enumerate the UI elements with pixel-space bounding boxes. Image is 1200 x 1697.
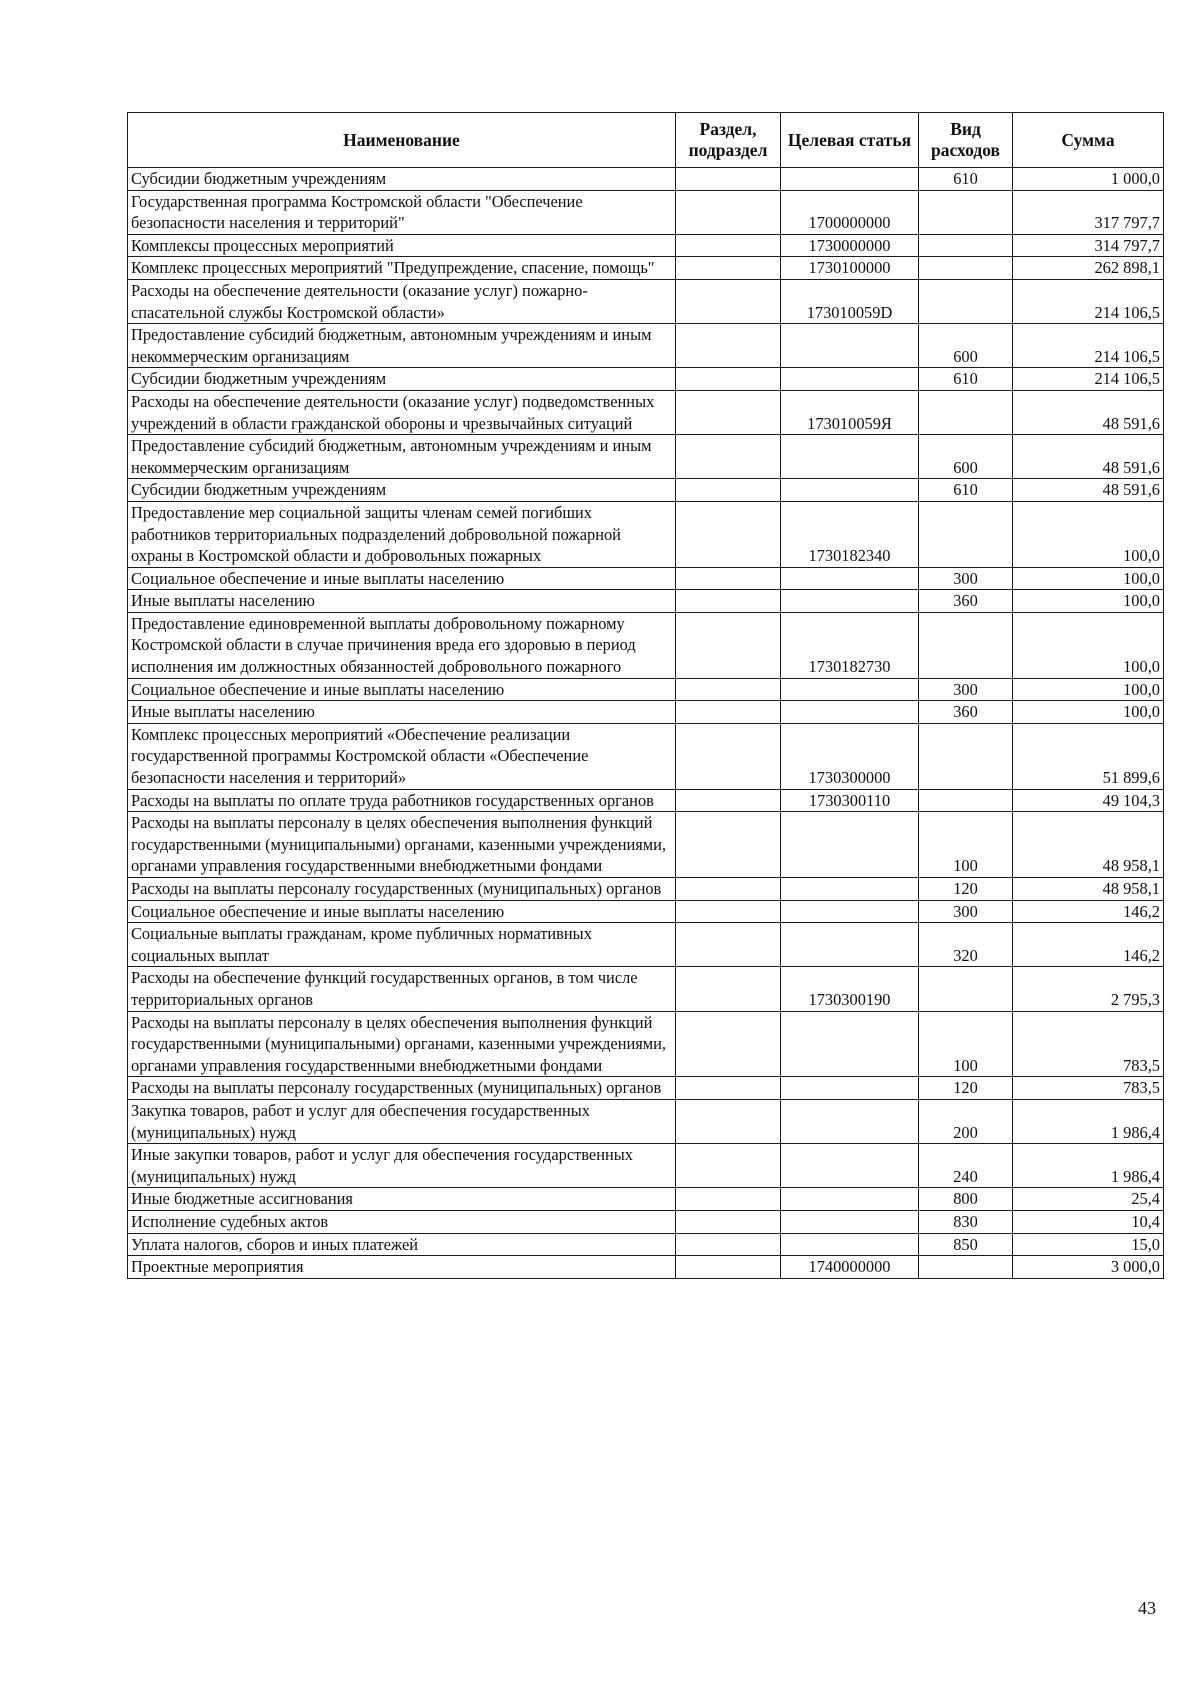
row-article bbox=[781, 1210, 919, 1233]
row-section bbox=[676, 923, 781, 967]
row-article bbox=[781, 567, 919, 590]
row-section bbox=[676, 168, 781, 191]
row-expense-type: 830 bbox=[919, 1210, 1013, 1233]
row-section bbox=[676, 967, 781, 1011]
row-article bbox=[781, 324, 919, 368]
row-name: Социальное обеспечение и иные выплаты населению bbox=[128, 900, 676, 923]
row-amount: 100,0 bbox=[1013, 590, 1164, 613]
row-amount: 262 898,1 bbox=[1013, 257, 1164, 280]
row-name: Иные выплаты населению bbox=[128, 701, 676, 724]
row-expense-type bbox=[919, 257, 1013, 280]
row-section bbox=[676, 1233, 781, 1256]
row-name: Социальное обеспечение и иные выплаты населению bbox=[128, 567, 676, 590]
row-expense-type: 610 bbox=[919, 168, 1013, 191]
row-amount: 783,5 bbox=[1013, 1077, 1164, 1100]
row-amount: 100,0 bbox=[1013, 501, 1164, 567]
table-row bbox=[128, 1256, 1164, 1279]
header-article: Целевая статья bbox=[781, 113, 919, 168]
row-amount: 48 591,6 bbox=[1013, 435, 1164, 479]
row-article bbox=[781, 1077, 919, 1100]
row-section bbox=[676, 1256, 781, 1279]
row-section bbox=[676, 878, 781, 901]
header-amount: Сумма bbox=[1013, 113, 1164, 168]
row-article bbox=[781, 1011, 919, 1077]
table-row bbox=[128, 678, 1164, 701]
row-expense-type bbox=[919, 190, 1013, 234]
row-article bbox=[781, 900, 919, 923]
row-section bbox=[676, 789, 781, 812]
row-expense-type: 320 bbox=[919, 923, 1013, 967]
budget-table bbox=[127, 112, 1164, 1279]
table-row bbox=[128, 1099, 1164, 1143]
row-section bbox=[676, 279, 781, 323]
table-header-row bbox=[128, 113, 1164, 168]
row-amount: 48 591,6 bbox=[1013, 479, 1164, 502]
row-expense-type bbox=[919, 234, 1013, 257]
row-expense-type bbox=[919, 789, 1013, 812]
row-amount: 25,4 bbox=[1013, 1188, 1164, 1211]
row-section bbox=[676, 190, 781, 234]
row-amount: 100,0 bbox=[1013, 567, 1164, 590]
table-row bbox=[128, 1210, 1164, 1233]
row-expense-type bbox=[919, 723, 1013, 789]
row-name: Государственная программа Костромской области "Обеспечение безопасности населения и территорий" bbox=[128, 190, 676, 234]
row-name: Предоставление субсидий бюджетным, автономным учреждениям и иным некоммерческим организациям bbox=[128, 324, 676, 368]
header-name: Наименование bbox=[128, 113, 676, 168]
row-amount: 314 797,7 bbox=[1013, 234, 1164, 257]
row-name: Иные бюджетные ассигнования bbox=[128, 1188, 676, 1211]
row-section bbox=[676, 1011, 781, 1077]
row-article: 1730182340 bbox=[781, 501, 919, 567]
table-row bbox=[128, 878, 1164, 901]
row-name: Расходы на выплаты персоналу государственных (муниципальных) органов bbox=[128, 878, 676, 901]
row-section bbox=[676, 590, 781, 613]
row-section bbox=[676, 435, 781, 479]
row-section bbox=[676, 1099, 781, 1143]
header-expense-type: Вид расходов bbox=[919, 113, 1013, 168]
row-section bbox=[676, 257, 781, 280]
row-article bbox=[781, 368, 919, 391]
table-row bbox=[128, 435, 1164, 479]
row-name: Расходы на выплаты персоналу в целях обеспечения выполнения функций государственными (муниципальными) органами, казенными учреждениями, органами управления государственными внебюджетными фондами bbox=[128, 1011, 676, 1077]
row-expense-type bbox=[919, 612, 1013, 678]
row-amount: 1 986,4 bbox=[1013, 1099, 1164, 1143]
row-expense-type: 300 bbox=[919, 900, 1013, 923]
row-section bbox=[676, 1210, 781, 1233]
row-expense-type bbox=[919, 967, 1013, 1011]
row-article: 1730100000 bbox=[781, 257, 919, 280]
row-amount: 48 591,6 bbox=[1013, 390, 1164, 434]
table-row bbox=[128, 1188, 1164, 1211]
table-row bbox=[128, 501, 1164, 567]
row-section bbox=[676, 479, 781, 502]
row-amount: 783,5 bbox=[1013, 1011, 1164, 1077]
row-name: Комплекс процессных мероприятий «Обеспечение реализации государственной программы Костромской области «Обеспечение безопасности населения и территорий» bbox=[128, 723, 676, 789]
table-row bbox=[128, 479, 1164, 502]
row-name: Закупка товаров, работ и услуг для обеспечения государственных (муниципальных) нужд bbox=[128, 1099, 676, 1143]
row-amount: 100,0 bbox=[1013, 678, 1164, 701]
row-section bbox=[676, 900, 781, 923]
row-article: 1730300190 bbox=[781, 967, 919, 1011]
table-row bbox=[128, 923, 1164, 967]
row-name: Исполнение судебных актов bbox=[128, 1210, 676, 1233]
table-row bbox=[128, 368, 1164, 391]
row-amount: 3 000,0 bbox=[1013, 1256, 1164, 1279]
row-name: Расходы на выплаты персоналу в целях обеспечения выполнения функций государственными (муниципальными) органами, казенными учреждениями, органами управления государственными внебюджетными фондами bbox=[128, 812, 676, 878]
row-name: Иные закупки товаров, работ и услуг для обеспечения государственных (муниципальных) нужд bbox=[128, 1144, 676, 1188]
row-name: Проектные мероприятия bbox=[128, 1256, 676, 1279]
row-article: 173010059D bbox=[781, 279, 919, 323]
row-expense-type: 120 bbox=[919, 878, 1013, 901]
header-section: Раздел, подраздел bbox=[676, 113, 781, 168]
row-name: Социальное обеспечение и иные выплаты населению bbox=[128, 678, 676, 701]
table-row bbox=[128, 257, 1164, 280]
row-section bbox=[676, 678, 781, 701]
row-expense-type: 240 bbox=[919, 1144, 1013, 1188]
table-row bbox=[128, 967, 1164, 1011]
row-amount: 2 795,3 bbox=[1013, 967, 1164, 1011]
row-amount: 214 106,5 bbox=[1013, 368, 1164, 391]
table-row bbox=[128, 324, 1164, 368]
row-name: Иные выплаты населению bbox=[128, 590, 676, 613]
table-row bbox=[128, 1144, 1164, 1188]
row-name: Социальные выплаты гражданам, кроме публичных нормативных социальных выплат bbox=[128, 923, 676, 967]
row-section bbox=[676, 701, 781, 724]
row-expense-type bbox=[919, 279, 1013, 323]
row-name: Расходы на обеспечение деятельности (оказание услуг) пожарно-спасательной службы Костромской области» bbox=[128, 279, 676, 323]
row-amount: 10,4 bbox=[1013, 1210, 1164, 1233]
row-amount: 214 106,5 bbox=[1013, 324, 1164, 368]
row-article: 1740000000 bbox=[781, 1256, 919, 1279]
row-amount: 146,2 bbox=[1013, 923, 1164, 967]
row-expense-type: 360 bbox=[919, 701, 1013, 724]
row-section bbox=[676, 612, 781, 678]
row-expense-type bbox=[919, 390, 1013, 434]
table-row bbox=[128, 168, 1164, 191]
row-name: Предоставление мер социальной защиты членам семей погибших работников территориальных подразделений добровольной пожарной охраны в Костромской области и добровольных пожарных bbox=[128, 501, 676, 567]
row-expense-type: 600 bbox=[919, 435, 1013, 479]
row-article: 1730300110 bbox=[781, 789, 919, 812]
table-row bbox=[128, 190, 1164, 234]
row-article: 173010059Я bbox=[781, 390, 919, 434]
row-section bbox=[676, 567, 781, 590]
row-article: 1730300000 bbox=[781, 723, 919, 789]
row-amount: 48 958,1 bbox=[1013, 878, 1164, 901]
row-section bbox=[676, 1188, 781, 1211]
table-row bbox=[128, 590, 1164, 613]
row-name: Субсидии бюджетным учреждениям bbox=[128, 479, 676, 502]
row-name: Субсидии бюджетным учреждениям bbox=[128, 368, 676, 391]
row-amount: 1 000,0 bbox=[1013, 168, 1164, 191]
table-row bbox=[128, 789, 1164, 812]
row-article bbox=[781, 701, 919, 724]
table-row bbox=[128, 612, 1164, 678]
row-section bbox=[676, 234, 781, 257]
table-row bbox=[128, 234, 1164, 257]
row-article bbox=[781, 590, 919, 613]
row-amount: 146,2 bbox=[1013, 900, 1164, 923]
row-section bbox=[676, 812, 781, 878]
row-amount: 48 958,1 bbox=[1013, 812, 1164, 878]
row-section bbox=[676, 501, 781, 567]
table-row bbox=[128, 279, 1164, 323]
row-expense-type: 360 bbox=[919, 590, 1013, 613]
row-name: Расходы на выплаты персоналу государственных (муниципальных) органов bbox=[128, 1077, 676, 1100]
row-article bbox=[781, 1188, 919, 1211]
row-article bbox=[781, 168, 919, 191]
row-amount: 100,0 bbox=[1013, 701, 1164, 724]
row-name: Уплата налогов, сборов и иных платежей bbox=[128, 1233, 676, 1256]
row-article bbox=[781, 678, 919, 701]
table-body bbox=[128, 168, 1164, 1279]
row-expense-type: 610 bbox=[919, 479, 1013, 502]
row-expense-type: 100 bbox=[919, 1011, 1013, 1077]
row-name: Комплекс процессных мероприятий "Предупреждение, спасение, помощь" bbox=[128, 257, 676, 280]
row-section bbox=[676, 723, 781, 789]
row-amount: 51 899,6 bbox=[1013, 723, 1164, 789]
table-row bbox=[128, 900, 1164, 923]
row-amount: 317 797,7 bbox=[1013, 190, 1164, 234]
row-section bbox=[676, 1144, 781, 1188]
row-expense-type bbox=[919, 1256, 1013, 1279]
row-name: Предоставление единовременной выплаты добровольному пожарному Костромской области в случае причинения вреда его здоровью в период исполнения им должностных обязанностей добровольного пожарного bbox=[128, 612, 676, 678]
row-article: 1730182730 bbox=[781, 612, 919, 678]
table-row bbox=[128, 567, 1164, 590]
table-row bbox=[128, 1077, 1164, 1100]
row-article bbox=[781, 479, 919, 502]
row-article bbox=[781, 878, 919, 901]
table-row bbox=[128, 812, 1164, 878]
row-expense-type: 100 bbox=[919, 812, 1013, 878]
row-expense-type: 120 bbox=[919, 1077, 1013, 1100]
row-expense-type: 850 bbox=[919, 1233, 1013, 1256]
table-row bbox=[128, 723, 1164, 789]
table-row bbox=[128, 1233, 1164, 1256]
row-expense-type: 600 bbox=[919, 324, 1013, 368]
row-name: Предоставление субсидий бюджетным, автономным учреждениям и иным некоммерческим организациям bbox=[128, 435, 676, 479]
row-expense-type: 300 bbox=[919, 567, 1013, 590]
row-article: 1700000000 bbox=[781, 190, 919, 234]
row-article bbox=[781, 435, 919, 479]
row-article bbox=[781, 1099, 919, 1143]
row-article bbox=[781, 923, 919, 967]
row-amount: 49 104,3 bbox=[1013, 789, 1164, 812]
row-name: Комплексы процессных мероприятий bbox=[128, 234, 676, 257]
row-section bbox=[676, 390, 781, 434]
row-name: Расходы на обеспечение деятельности (оказание услуг) подведомственных учреждений в области гражданской обороны и чрезвычайных ситуаций bbox=[128, 390, 676, 434]
row-amount: 214 106,5 bbox=[1013, 279, 1164, 323]
row-name: Расходы на обеспечение функций государственных органов, в том числе территориальных органов bbox=[128, 967, 676, 1011]
table-row bbox=[128, 1011, 1164, 1077]
row-expense-type: 610 bbox=[919, 368, 1013, 391]
row-name: Расходы на выплаты по оплате труда работников государственных органов bbox=[128, 789, 676, 812]
row-article bbox=[781, 1233, 919, 1256]
row-amount: 1 986,4 bbox=[1013, 1144, 1164, 1188]
row-expense-type: 300 bbox=[919, 678, 1013, 701]
row-expense-type: 800 bbox=[919, 1188, 1013, 1211]
row-section bbox=[676, 324, 781, 368]
row-section bbox=[676, 1077, 781, 1100]
row-expense-type: 200 bbox=[919, 1099, 1013, 1143]
row-name: Субсидии бюджетным учреждениям bbox=[128, 168, 676, 191]
row-article bbox=[781, 1144, 919, 1188]
row-amount: 100,0 bbox=[1013, 612, 1164, 678]
page-number: 43 bbox=[1138, 1598, 1156, 1618]
table-row bbox=[128, 701, 1164, 724]
row-section bbox=[676, 368, 781, 391]
row-article bbox=[781, 812, 919, 878]
row-amount: 15,0 bbox=[1013, 1233, 1164, 1256]
row-expense-type bbox=[919, 501, 1013, 567]
row-article: 1730000000 bbox=[781, 234, 919, 257]
table-row bbox=[128, 390, 1164, 434]
